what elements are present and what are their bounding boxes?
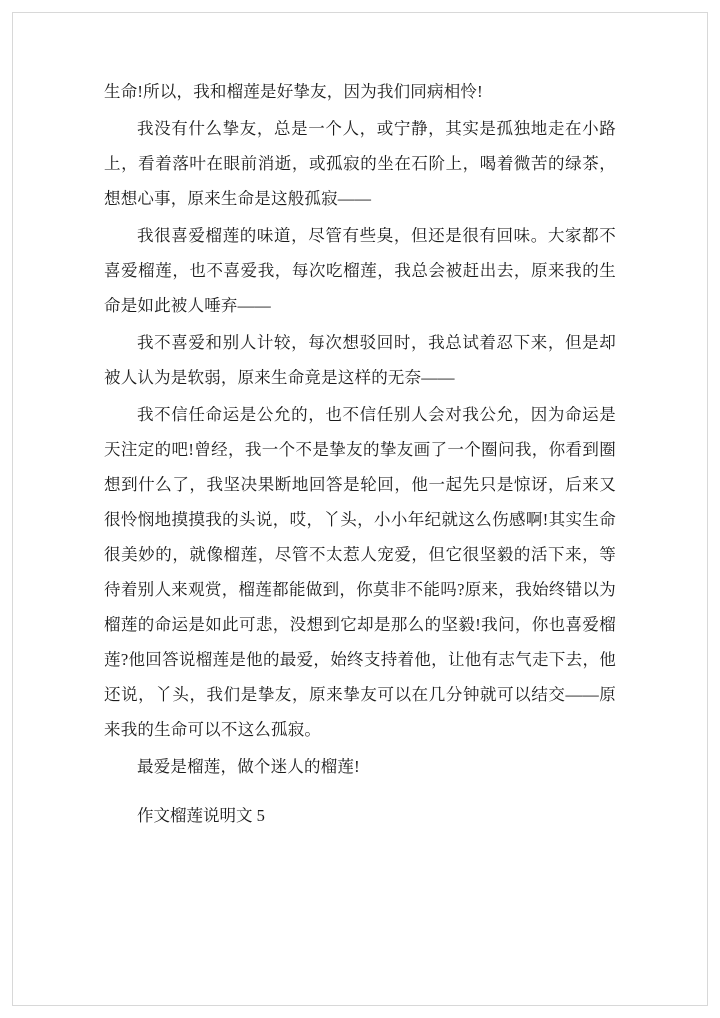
paragraph: 我不信任命运是公允的，也不信任别人会对我公允，因为命运是天注定的吧!曾经，我一个不是挚友的挚友画了一个圈问我，你看到圈想到什么了，我坚决果断地回答是轮回，他一起先只是惊讶，后来又很怜悯地摸摸我的头说，哎，丫头，小小年纪就这么伤感啊!其实生命很美妙的，就像榴莲，尽管不太惹人宠爱，但它很坚毅的活下来，等待着别人来观赏，榴莲都能做到，你莫非不能吗?原来，我始终错以为榴莲的命运是如此可悲，没想到它却是那么的坚毅!我问，你也喜爱榴莲?他回答说榴莲是他的最爱，始终支持着他，让他有志气走下去，他还说，丫头，我们是挚友，原来挚友可以在几分钟就可以结交——原来我的生命可以不这么孤寂。 bbox=[104, 405, 616, 739]
paragraph: 最爱是榴莲，做个迷人的榴莲! bbox=[137, 757, 360, 776]
paragraph: 生命!所以，我和榴莲是好挚友，因为我们同病相怜! bbox=[104, 82, 483, 101]
document-body bbox=[104, 74, 616, 833]
paragraph: 我很喜爱榴莲的味道，尽管有些臭，但还是很有回味。大家都不喜爱榴莲，也不喜爱我，每次吃榴莲，我总会被赶出去，原来我的生命是如此被人唾弃—— bbox=[104, 226, 616, 315]
paragraph: 我没有什么挚友，总是一个人，或宁静，其实是孤独地走在小路上，看着落叶在眼前消逝，或孤寂的坐在石阶上，喝着微苦的绿茶，想想心事，原来生命是这般孤寂—— bbox=[104, 119, 616, 208]
document-footer: 作文榴莲说明文 5 bbox=[137, 806, 265, 825]
paragraph: 我不喜爱和别人计较，每次想驳回时，我总试着忍下来，但是却被人认为是软弱，原来生命竟是这样的无奈—— bbox=[104, 333, 616, 387]
